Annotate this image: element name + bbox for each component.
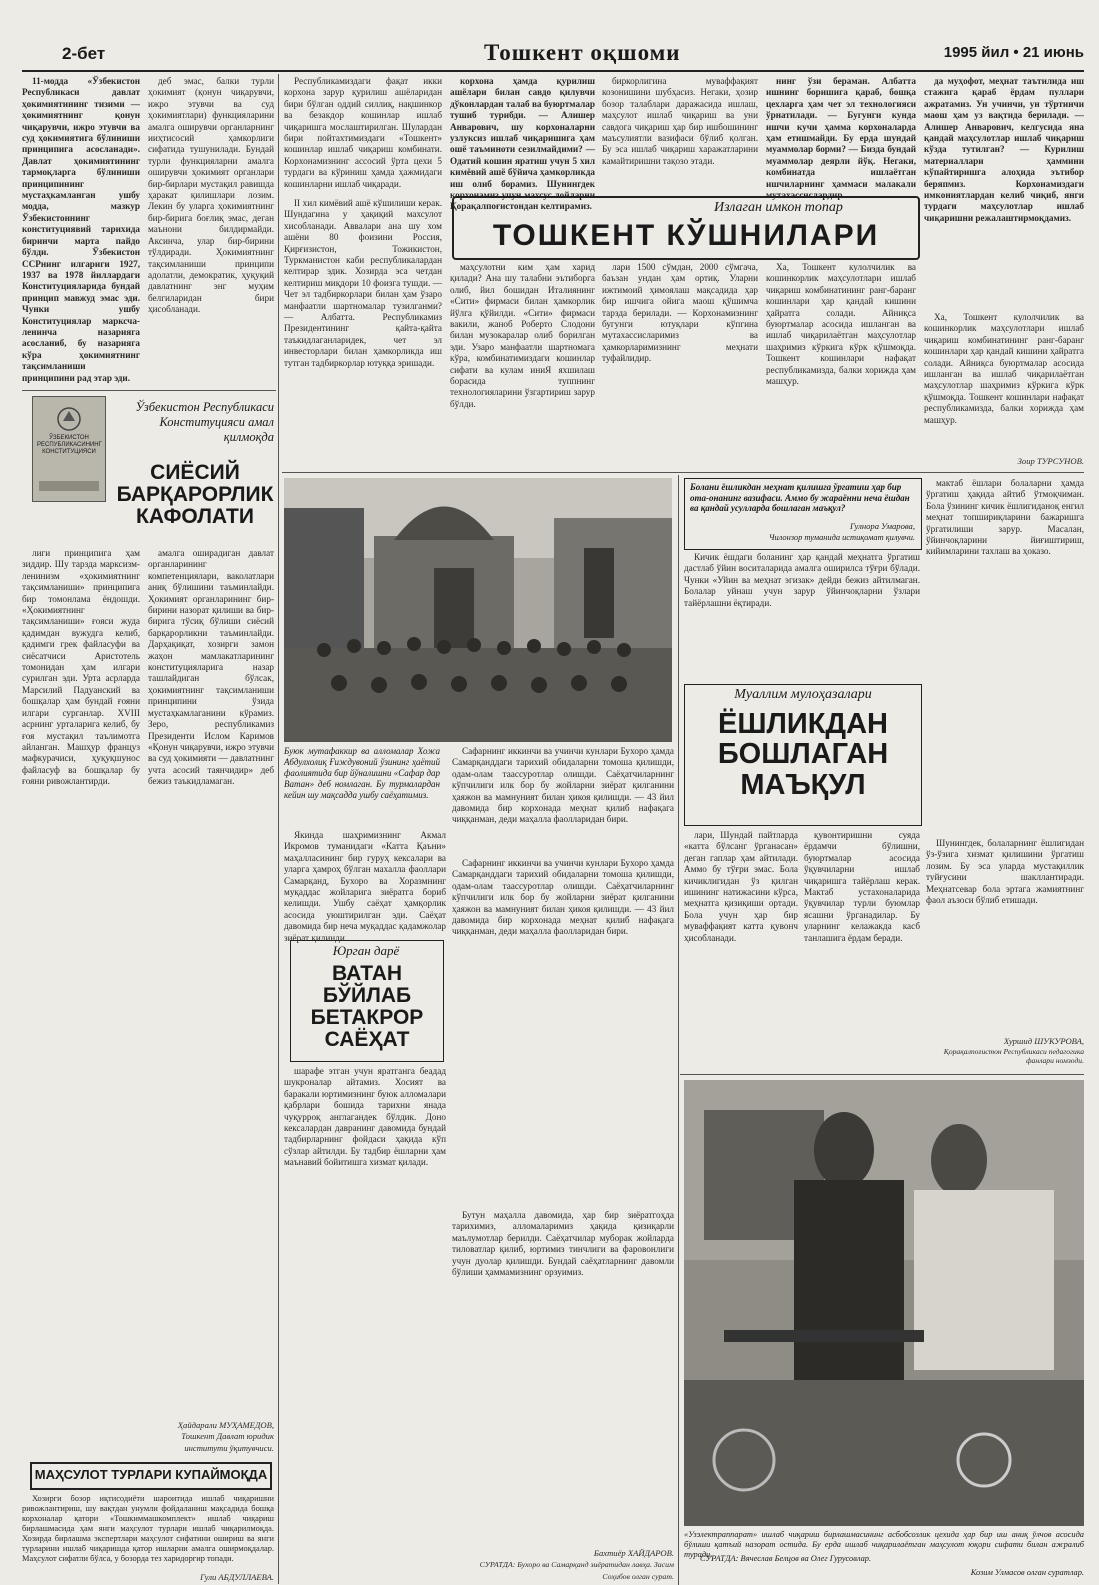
workshop-photo: [684, 1080, 1084, 1526]
neighbors-col2-cont: маҳсулотни ким ҳам харид қилади? Ана шу талабни эътиборга олиб, йил бошидан Италиянинг «Сити» фирмаси билан ҳамкорлик йўлга қўйилди. «Сити» фирмаси вакили, жаноб Роберто Слодони билан музокаралар олиб борилган эди. Узаро манфаатли шартномага кўра, комбинатимиздаги кошинлар сифати ва кулам иниЯ яхшилаш борасида туппнинг технологияларини ўзгартириш зарур бўлди.: [450, 262, 595, 409]
constitution-col2-cont: амалга оширадиган давлат органларининг компетенциялари, ваколатлари аниқ бўлишини таъминлайди. Ҳокимият органларининг бир-бирини назорат қилиши ва бир-бирига тўсиқ бўлиши сиёсий барқарорликни таъминлайди. Дарҳақиқат, хозирги замон жаҳон мамлакатларининг конституцияларига назар ташлайдиган бўлсак, ҳокимиятнинг тақсимланиши принципини ўзида мустаҳкамлаганини кўрамиз. Зеро, республикамиз Президенти Ислом Каримов «Қонун чиқарувчи, ижро этувчи ва суд ҳокимияти — давлатнинг учта асосий таянчидир» деб бежиз таъкидламаган.: [148, 548, 275, 787]
neighbors-kicker: Излаган имкон топар: [714, 200, 843, 215]
neighbors-author: Зоир ТУРСУНОВ.: [1017, 456, 1084, 466]
workshop-people: СУРАТДА: Вячеслав Белцов ва Олег Гурусовлар.: [700, 1554, 872, 1563]
youth-col2-bottom: қувонтиришни суяда ёрдамчи бўлишни, буюртмалар асосида ўқувчиларни ишлаб чиқаришга тайёрлаш керак. Мактаб устахоналарида ўқувчилар турли буюмлар ясашни ўрганадилар. Бу уларнинг келажакда касб танлашига ёрдам беради.: [804, 830, 920, 943]
youth-lead-author: Гулнора Умарова,: [850, 521, 915, 531]
divider: [680, 1074, 1084, 1075]
neighbors-col5: да муҳофот, меҳнат таътилида иш стажига қараб ёрдам пуллари ажратамиз. Ун учинчи, ун тўртинчи маош ҳам уз вақтида берилади. — Алишер Анварович, келгусида яна қандай маҳсулотлар ишлаб чиқариш кўзда тутилган? — Курилиш материаллари ҳаммини кўпайтиришга алоҳида эътибор беряпмиз. Корхонамиздаги имкониятлардан келиб чиқиб, янги турдаги маҳсулотлар ишлаб чиқаришни режалаштирмоқдамиз.: [924, 76, 1084, 223]
neighbors-col1-cont: II хил кимёвий ашё кўшилиши керак. Шундагина у ҳақиқий махсулот хисобланади. Аввалари ана шу хом ашёни 80 фоизини Россия, Қирғизистон, Тожикистон, Туркманистон каби республикалардан келтирар эдик. Хозирда эса четдан келтириш миқдори 10 фоизга тушди. — Чет эл тадбиркорлари билан ҳам ўзаро манфаатли шартномалар тузилганми? — Албатта. Республикамиз Президентининг қайта-қайта таъкидлаганларидек, чет эл инвесторлари билан ҳамкорликда иш тутган тадбиркорлар ютуққа эришади.: [284, 198, 442, 368]
youth-author-title: Қорақалпоғистон Республикаси педагогика фанлари номзоди.: [943, 1047, 1084, 1066]
youth-col3-bottom: Шунингдек, болаларнинг ёшлигидан ўз-ўзига хизмат қилишини ўргатиш лозим. Бу эса уларда мустақиллик туйғусини шакллантиради. Меҳнатсевар бола эртага жамиятнинг фаол аъзоси бўлиб етишади.: [926, 838, 1084, 906]
youth-lead-question: Болани ёшликдан меҳнат қилишга ўргатиш ҳар бир ота-онанинг вазифаси. Аммо бу жараённи неча ёшдан ва қандай усулларда бошлаган маъқул?: [690, 482, 910, 513]
travel-col-left-bottom: шарафе этган учун яратганга беадад шукроналар айтамиз. Хосият ва баракали юртимизнинг буюк алломалари қабрлари бошида тарихни янада чуқурроқ англагандек бўлдик. Доно кексалардан давранинг давомида бундай тадбирларнинг фойдаси ҳақида кўп сўзлар айтилди. Бу тадбир ёшларни ҳам маънавий бойитишга хизмат қилади.: [284, 1066, 446, 1168]
neighbors-col2: корхона ҳамда қурилиш ашёлари билан савдо қилувчи дўконлардан талаб ва буюртмалар тушиб турибди. — Алишер Анварович, шу корхоналарни узлуксиз ишлаб чиқаришига ҳам ошё таъминоти сезилмайдими? — Одатий кошин яратиш учун 5 хил кимёвий ашё бўйича ҳамкорликда иш олиб борамиз. Шунингдек корхонамиз учун махсус лойларни Қорақалпоғистондан келтирамиз.: [450, 76, 595, 212]
neighbors-col4-cont: Ха, Тошкент кулолчилик ва кошинкорлик маҳсулотлари ишлаб чиқариш комбинатининг ранг-баранг кошинлари ҳар қандай кишини ҳайратга солади. Айниқса буюртмалар асосида ишланган ва ишлаб чиқарилаётган маҳсулотлар шаҳримиз кўркига кўрк қўшмоқда. Тошкент кошинлари нафақат республикамизда, балки хорижда ҳам машҳур.: [766, 262, 916, 387]
constitution-book-image: [32, 396, 106, 502]
workshop-credit: Козим Улмасов олган суратлар.: [970, 1568, 1084, 1577]
travel-col-right-mid: Сафарнинг иккинчи ва учинчи кунлари Бухоро ҳамда Самарқанддаги тарихий обидаларни томоша қилишди, одам-олам таассуротлар олишди. Саёҳатчиларнинг кўпчилиги илк бор бу жойларни зиёрат қилганини ҳаяжон ва мамнуният билан ҳикоя қилишди. — 43 йил давомида бир корхонада меҳнат қилиб нафақага чиққанман, деди маҳалла фаолларидан бири.: [452, 858, 674, 937]
neighbors-col1: Республикамиздаги фақат икки корхона зарур қурилиш ашёларидан бири бўлган оддий силлиқ, нақшинкор ва безакдор кошинлар ишлаб чиқаришга мослаштирилган. Шулардан бири пойтахтимиздаги «Тошкент» кошинлар ишлаб чиқариш комбинати. Корхонамизнинг ассосий ўрта цехи 5 турдаги ва кўриниш ҳамда ҳажмидаги кошинларни ишлаб чиқаради.: [284, 76, 442, 189]
constitution-col1: 11-модда «Ўзбекистон Республикаси давлат ҳокимиятининг тизими — ҳокимиятнинг қонун чиқарувчи, ижро этувчи ва суд ҳокимиятига бўлиниши принципига асосланади». Давлат ҳокимиятининг тармоқларга бўлиниши принципининг мустаҳкамланган ушбу модда, мазкур Ўзбекистоннинг конституциявий тарихида биринчи марта пайдо бўлди. Ўзбекистон ССРнинг илгариги 1927, 1937 ва 1978 йиллардаги Конституцияларида бундай принцип мавжуд эмас эди. Чунки ушбу Конституциялар марксча-ленинча назарияга асосланиб, бу назарияга кўра ҳокимиятнинг тақсимланиши принципини рад этар эди.: [22, 76, 140, 383]
youth-kicker: Муаллим мулоҳазалари: [734, 687, 872, 702]
constitution-author-title: Тошкент Давлат юридик институти ўқитувчиси.: [181, 1431, 274, 1453]
travel-signature: [452, 1548, 674, 1584]
travel-photo-credit: СУРАТДА: Бухоро ва Самарқанд зиёратидан лавҳа. Засим Соҳибов олган сурат.: [479, 1560, 674, 1581]
youth-lead-author-place: Чилонзор туманида истиқомат қилувчи.: [768, 533, 915, 542]
youth-headline: ЁШЛИКДАН БОШЛАГАН МАЪҚУЛ: [717, 708, 889, 801]
constitution-col2: деб эмас, балки турли ҳокимият (қонун чиқарувчи, ижро этувчи ва суд ҳокимиятлари) функцияларини амалга оширувчи органларнинг ииҳтисосий ҳамкорлиги сифатида тушунилади. Бундай турли функцияларни амалга оширувчи ҳокимият органлари бир-бирлари мустақил равишда ҳаракат қилишлари лозим. Лекин бу уларга ҳокимиятнинг бир-бирига боғлиқ эмас, деган маънони билдирмайди. Аксинча, улар бир-бирини тўлдиради. Ҳокимиятнинг тақсимланиши принципи адолатли, демократик, ҳуқуқий давлатнинг энг муҳим белгиларидан бири ҳисобланади.: [148, 76, 274, 315]
trade-headline: МАҲСУЛОТ ТУРЛАРИ КУПАЙМОҚДА: [34, 1467, 268, 1482]
trade-author: Гули АБДУЛЛАЕВА.: [200, 1572, 274, 1582]
paper-title: Тошкент оқшоми: [484, 40, 681, 65]
youth-signature: [926, 1036, 1084, 1072]
constitution-col1-cont: лиги принципига ҳам зиддир. Шу тарзда марксизм-ленинизм «ҳокимиятнинг тақсимланиши» принципига бир томонлама ёндошди. «Ҳокимиятнинг тақсимланиши» ғояси жуда қадимдан вужудга келиб, қадимги грек файласуфи ва сиёсатчиси Аристотель томонидан ҳам илгари сурилган эди. Урта асрларда Марсилий Падуанский ва бошқалар ҳам бундай ғояни илгари сурганлар. XVIII асрнинг урталарига келиб, бу ғоя мустақил таълимотга айланган. Машҳур француз мафкурачиси, ҳуқуқшунос файласуф ва бошқалар бу ғояни ривожлантирди.: [22, 548, 140, 787]
travel-author: Бахтиёр ХАЙДАРОВ.: [593, 1548, 674, 1558]
book-title: ЎЗБЕКИСТОН РЕСПУБЛИКАСИНИНГ КОНСТИТУЦИЯСИ: [37, 435, 102, 455]
neighbors-col4: нинг ўзи бераман. Албатта ишнинг боришига қараб, бошқа цехларга ҳам чет эл технологияси ўрнатилади. — Бугунги кунда ишчи кучи ҳамма корхоналарда ҳам етишмайди. Бу ерда шундай муаммолар борми? — Бизда бундай муаммолар деярли йўқ. Негаки, комбинатда ишлаётган ишчиларнинг ҳаммаси малакали мутахассислардир.: [766, 76, 916, 201]
travel-col-right-top: Сафарнинг иккинчи ва учинчи кунлари Бухоро ҳамда Самарқанддаги тарихий обидаларни томоша қилишди, одам-олам таассуротлар олишди. Саёҳатчиларнинг кўпчилиги илк бор бу жойларни зиёрат қилганини ҳаяжон ва мамнуният билан ҳикоя қилишди. — 43 йил давомида бир корхонада меҳнат қилиб нафақага чиққанман, деди маҳалла фаолларидан бири.: [452, 746, 674, 825]
travel-photo-caption: Буюк мутафаккир ва алломалар Хожа Абдулхолиқ Ғиждувоний ўзининг ҳаётий фаолиятида бир йўналишни «Сафар дар Ватан» деб номлаган. Бу турмалардан кейин шу мақсадда ушбу саёҳатимиз.: [284, 746, 441, 800]
workshop-caption: «Узэлектраппарат» ишлаб чиқариш бирлашмасининг асбобсозлик цехида ҳар бир иш аниқ ўлчов асосида бўлиши қатъий назорат остида. Бу ерда ишлаб чиқарилаётган маҳсулот юқори сифати билан ажралиб туради.: [684, 1530, 1084, 1559]
travel-col-left-top: Якинда шаҳримизнинг Акмал Икромов туманидаги «Катта Қаъни» маҳалласининг бир гуруҳ кексалари ва уларга ҳамроҳ бўлган махалла фаоллари Самарқанд, Бухоро ва Хоразмнинг муқаддас жойларига зиёратга бориб келишди. Ушбу саёҳат ҳамқорлик асосида уюштирилган эди. Саёҳат давомида бир неча муқаддас қадамжолар зиёрат қилинди.: [284, 830, 446, 943]
youth-lead-box: [684, 478, 922, 550]
masthead: [22, 38, 1084, 72]
divider: [22, 390, 276, 391]
neighbors-col3: биркорлигина муваффақият козонишини шубҳасиз. Негаки, ҳозир бозор талаблари даражасида ишлаш, маҳсулот ишлаб чиқариш ва уни савдога чиқариш ҳар бир ишбошининг маъсулиятли вазифаси бўлиб қолган. Бу эса ишлаб чиқариш харажатларини камайтиришни тақозо этади.: [602, 76, 758, 166]
constitution-author: Ҳайдарали МУҲАМЕДОВ,: [177, 1420, 274, 1430]
constitution-kicker: Ўзбекистон Республикаси Конституцияси амал қилмоқда: [135, 400, 274, 444]
neighbors-signature: [924, 456, 1084, 468]
neighbors-col3-cont: лари 1500 сўмдан, 2000 сўмгача, баъзан ундан ҳам ортиқ. Уларни ижтимоий ҳимоялаш мақсадида ҳар бир ишчига ойига маош қўшимча тарзда берилади. — Корхонамизнинг бугунги ютуқлари кўпгина мутахассисларимиз ва ҳамкорларимизнинг меҳнати туфайлидир.: [602, 262, 758, 364]
travel-kicker: Юрган дарё: [332, 943, 400, 958]
travel-col-right-bottom: Бутун маҳалла давомида, ҳар бир зиёратгоҳда тарихимиз, алломаларимиз ҳақида қизиқарли маълумотлар берилди. Саёҳатчилар муборак жойларда тиловатлар қилиб, юртимиз тинчлиги ва фаровонлиги учун дуолар қилишди. Бундай саёҳатларнинг давомли бўлиши ҳаммамизнинг орзуимиз.: [452, 1210, 674, 1278]
divider: [282, 472, 1084, 473]
youth-col1-bottom: лари, Шундай пайтларда «катта бўлсанг ўрганасан» деган гаплар ҳам айтилади. Аммо бу тўғри эмас. Бола кичиклигидан ўз қилган ишининг натижасини кўрса, меҳнатга қизиқиши ортади. Бола учун ҳар бир муваффақият катта қувонч ҳисобланади.: [684, 830, 798, 943]
page-number: 2-бет: [62, 44, 106, 63]
neighbors-headline: ТОШКЕНТ КЎШНИЛАРИ: [492, 219, 880, 252]
column-divider: [278, 74, 279, 1584]
trade-headline-box: [30, 1462, 272, 1490]
column-divider: [678, 475, 679, 1585]
workshop-image: [684, 1080, 1084, 1526]
youth-author: Хуршид ШУКУРОВА,: [1003, 1036, 1084, 1046]
travel-headline-box: [290, 940, 444, 1062]
travel-headline: ВАТАН БЎЙЛАБ БЕТАКРОР САЁҲАТ: [310, 962, 424, 1052]
neighbors-headline-box: [452, 196, 920, 260]
youth-headline-box: [684, 684, 922, 826]
constitution-signature: [148, 1420, 274, 1453]
trade-body: Хозирги бозор иқтисодиёти шароитида ишлаб чиқаришни ривожлантириш, шу вақтдан унумли фойдаланиш мақсадида бошқа корхоналар қатори «Тошкиммашкомплект» ишлаб чиқариш бирлашмасида ҳам янги маҳсулот турлари ишлаб чиқарилмоқда. Хозирда бирлашма экспертлари маҳсулот сифатини ошириш ва янги турларини ишлаб чиқаришда қатор ишларни амалга оширмоқдалар. Маҳсулот сифатли бўлса, у бозорда тез харидоргир топади.: [22, 1494, 274, 1563]
neighbors-col5-cont: Ха, Тошкент кулолчилик ва кошинкорлик маҳсулотлари ишлаб чиқариш комбинатининг ранг-баранг кошинлари ҳар қандай кишини ҳайратга солади. Айниқса буюртмалар асосида ишланган ва ишлаб чиқарилаётган маҳсулотлар шаҳримиз кўркига кўрк қўшмоқда. Тошкент кошинлари нафақат республикамизда, балки хорижда ҳам машҳур.: [924, 312, 1084, 425]
youth-col-top: Кичик ёшдаги боланинг ҳар қандай меҳнатга ўргатиш дастлаб ўйин воситаларида амалга оширилса тўғри бўлади. Чунки «Уйин ва меҳнат эгизак» дейди бежиз айтилмаган. Болалар уйнаш учун зарур ўйинчоқларни ўзлари тайёрлашни ёқтиради.: [684, 552, 920, 608]
travel-group-photo: [284, 478, 672, 742]
youth-col3-top: мактаб ёшлари болаларни ҳамда ўргатиш ҳақида айтиб ўтмоқчиман. Бола ўзининг кичик ёшлигиданоқ енгил меҳнат топшириқларини бажаришга ўргатилиши зарур. Масалан, ўйинчоқларини йиғиштириш, кийимларини тахлаш ва ҳоказо.: [926, 478, 1084, 557]
trade-signature: [22, 1572, 274, 1584]
mausoleum-group-image: [284, 478, 672, 742]
issue-date: 1995 йил • 21 июнь: [943, 44, 1084, 61]
constitution-headline: СИЁСИЙ БАРҚАРОРЛИК КАФОЛАТИ: [116, 461, 274, 529]
